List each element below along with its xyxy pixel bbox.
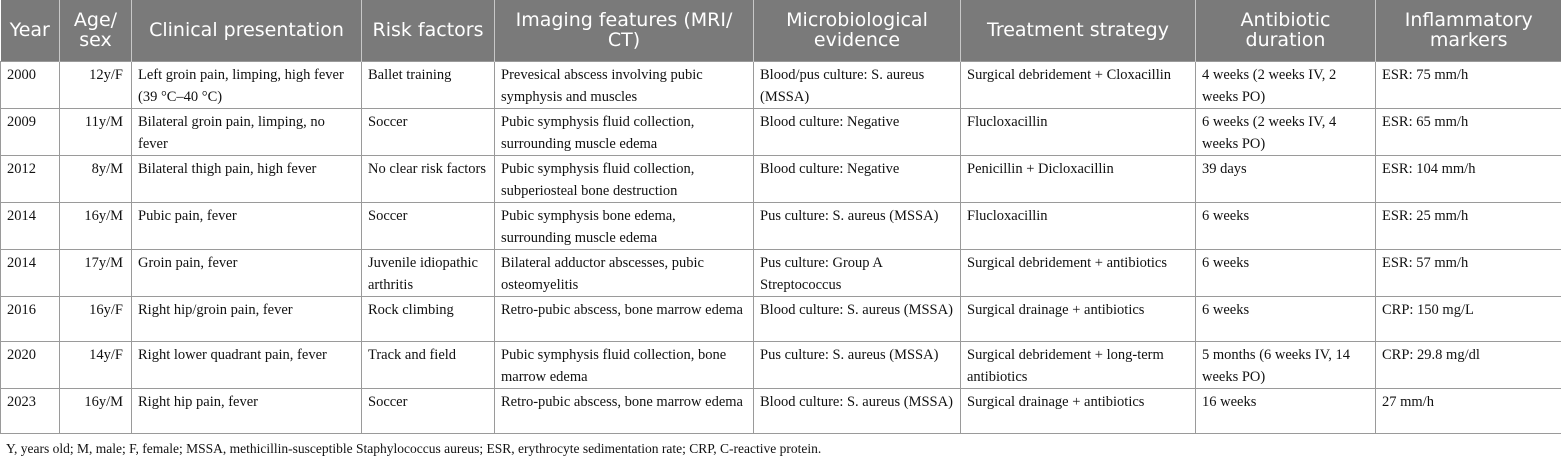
cell-inflammatory-markers: ESR: 104 mm/h: [1376, 155, 1561, 202]
cell-antibiotic-duration: 5 months (6 weeks IV, 14 weeks PO): [1196, 341, 1376, 388]
header-microbiological-evidence: Microbiological evidence: [754, 0, 961, 61]
cell-age-sex: 17y/M: [60, 249, 132, 296]
cell-age-sex: 16y/M: [60, 388, 132, 433]
cell-risk-factors: Soccer: [362, 202, 495, 249]
cell-imaging-features: Pubic symphysis fluid collection, surrounding muscle edema: [495, 108, 754, 155]
cell-inflammatory-markers: ESR: 65 mm/h: [1376, 108, 1561, 155]
cell-antibiotic-duration: 6 weeks: [1196, 202, 1376, 249]
table-row: [1, 388, 1561, 433]
cell-risk-factors: Soccer: [362, 108, 495, 155]
cell-antibiotic-duration: 16 weeks: [1196, 388, 1376, 433]
cell-antibiotic-duration: 6 weeks: [1196, 249, 1376, 296]
cell-age-sex: 16y/M: [60, 202, 132, 249]
cell-antibiotic-duration: 6 weeks: [1196, 296, 1376, 341]
table-header-row: [1, 0, 1561, 61]
cell-age-sex: 11y/M: [60, 108, 132, 155]
cell-risk-factors: Juvenile idiopathic arthritis: [362, 249, 495, 296]
header-imaging-features: Imaging features (MRI/ CT): [495, 0, 754, 61]
cell-clinical-presentation: Right hip pain, fever: [132, 388, 362, 433]
cell-risk-factors: Soccer: [362, 388, 495, 433]
table-row: [1, 155, 1561, 202]
header-clinical-presentation: Clinical presentation: [132, 0, 362, 61]
table-row: [1, 108, 1561, 155]
cell-clinical-presentation: Groin pain, fever: [132, 249, 362, 296]
cell-inflammatory-markers: ESR: 75 mm/h: [1376, 61, 1561, 108]
header-age-sex: Age/ sex: [60, 0, 132, 61]
cell-clinical-presentation: Pubic pain, fever: [132, 202, 362, 249]
cell-clinical-presentation: Left groin pain, limping, high fever (39 °C–40 °C): [132, 61, 362, 108]
cell-imaging-features: Pubic symphysis fluid collection, subperiosteal bone destruction: [495, 155, 754, 202]
header-treatment-strategy: Treatment strategy: [961, 0, 1196, 61]
cell-year: 2016: [1, 296, 60, 341]
cell-risk-factors: Track and field: [362, 341, 495, 388]
cell-age-sex: 8y/M: [60, 155, 132, 202]
cell-clinical-presentation: Right lower quadrant pain, fever: [132, 341, 362, 388]
cell-microbiological-evidence: Blood/pus culture: S. aureus (MSSA): [754, 61, 961, 108]
cell-imaging-features: Pubic symphysis fluid collection, bone marrow edema: [495, 341, 754, 388]
table-row: [1, 202, 1561, 249]
cell-treatment-strategy: Surgical debridement + Cloxacillin: [961, 61, 1196, 108]
cell-clinical-presentation: Bilateral groin pain, limping, no fever: [132, 108, 362, 155]
cell-treatment-strategy: Flucloxacillin: [961, 108, 1196, 155]
cell-treatment-strategy: Surgical drainage + antibiotics: [961, 296, 1196, 341]
cell-age-sex: 16y/F: [60, 296, 132, 341]
cell-imaging-features: Prevesical abscess involving pubic symphysis and muscles: [495, 61, 754, 108]
cell-antibiotic-duration: 6 weeks (2 weeks IV, 4 weeks PO): [1196, 108, 1376, 155]
cell-imaging-features: Bilateral adductor abscesses, pubic osteomyelitis: [495, 249, 754, 296]
cell-treatment-strategy: Surgical drainage + antibiotics: [961, 388, 1196, 433]
cell-imaging-features: Retro-pubic abscess, bone marrow edema: [495, 388, 754, 433]
cell-year: 2009: [1, 108, 60, 155]
table-row: [1, 341, 1561, 388]
cell-year: 2023: [1, 388, 60, 433]
cell-clinical-presentation: Right hip/groin pain, fever: [132, 296, 362, 341]
cell-risk-factors: Rock climbing: [362, 296, 495, 341]
cell-antibiotic-duration: 39 days: [1196, 155, 1376, 202]
cell-microbiological-evidence: Blood culture: S. aureus (MSSA): [754, 388, 961, 433]
cell-clinical-presentation: Bilateral thigh pain, high fever: [132, 155, 362, 202]
cell-year: 2020: [1, 341, 60, 388]
cell-age-sex: 12y/F: [60, 61, 132, 108]
header-inflammatory-markers: Inflammatory markers: [1376, 0, 1561, 61]
table-row: [1, 296, 1561, 341]
cell-risk-factors: Ballet training: [362, 61, 495, 108]
cell-antibiotic-duration: 4 weeks (2 weeks IV, 2 weeks PO): [1196, 61, 1376, 108]
table-row: [1, 249, 1561, 296]
header-risk-factors: Risk factors: [362, 0, 495, 61]
header-antibiotic-duration: Antibiotic duration: [1196, 0, 1376, 61]
cell-treatment-strategy: Penicillin + Dicloxacillin: [961, 155, 1196, 202]
table-footnote: Y, years old; M, male; F, female; MSSA, methicillin-susceptible Staphylococcus aureus; ESR, erythrocyte sedimentation rate; CRP, C-reactive protein.: [6, 441, 822, 456]
table-row: [1, 61, 1561, 108]
cell-year: 2000: [1, 61, 60, 108]
cell-year: 2012: [1, 155, 60, 202]
cell-microbiological-evidence: Blood culture: Negative: [754, 108, 961, 155]
cell-microbiological-evidence: Blood culture: Negative: [754, 155, 961, 202]
cell-inflammatory-markers: 27 mm/h: [1376, 388, 1561, 433]
cell-microbiological-evidence: Blood culture: S. aureus (MSSA): [754, 296, 961, 341]
cell-risk-factors: No clear risk factors: [362, 155, 495, 202]
cell-inflammatory-markers: ESR: 57 mm/h: [1376, 249, 1561, 296]
cell-imaging-features: Retro-pubic abscess, bone marrow edema: [495, 296, 754, 341]
cell-treatment-strategy: Surgical debridement + long-term antibiotics: [961, 341, 1196, 388]
cell-year: 2014: [1, 249, 60, 296]
cell-treatment-strategy: Surgical debridement + antibiotics: [961, 249, 1196, 296]
cell-microbiological-evidence: Pus culture: S. aureus (MSSA): [754, 202, 961, 249]
cell-inflammatory-markers: CRP: 29.8 mg/dl: [1376, 341, 1561, 388]
cell-year: 2014: [1, 202, 60, 249]
cell-inflammatory-markers: ESR: 25 mm/h: [1376, 202, 1561, 249]
cell-imaging-features: Pubic symphysis bone edema, surrounding muscle edema: [495, 202, 754, 249]
cell-microbiological-evidence: Pus culture: S. aureus (MSSA): [754, 341, 961, 388]
header-year: Year: [1, 0, 60, 61]
cell-age-sex: 14y/F: [60, 341, 132, 388]
cell-treatment-strategy: Flucloxacillin: [961, 202, 1196, 249]
cell-inflammatory-markers: CRP: 150 mg/L: [1376, 296, 1561, 341]
cell-microbiological-evidence: Pus culture: Group A Streptococcus: [754, 249, 961, 296]
